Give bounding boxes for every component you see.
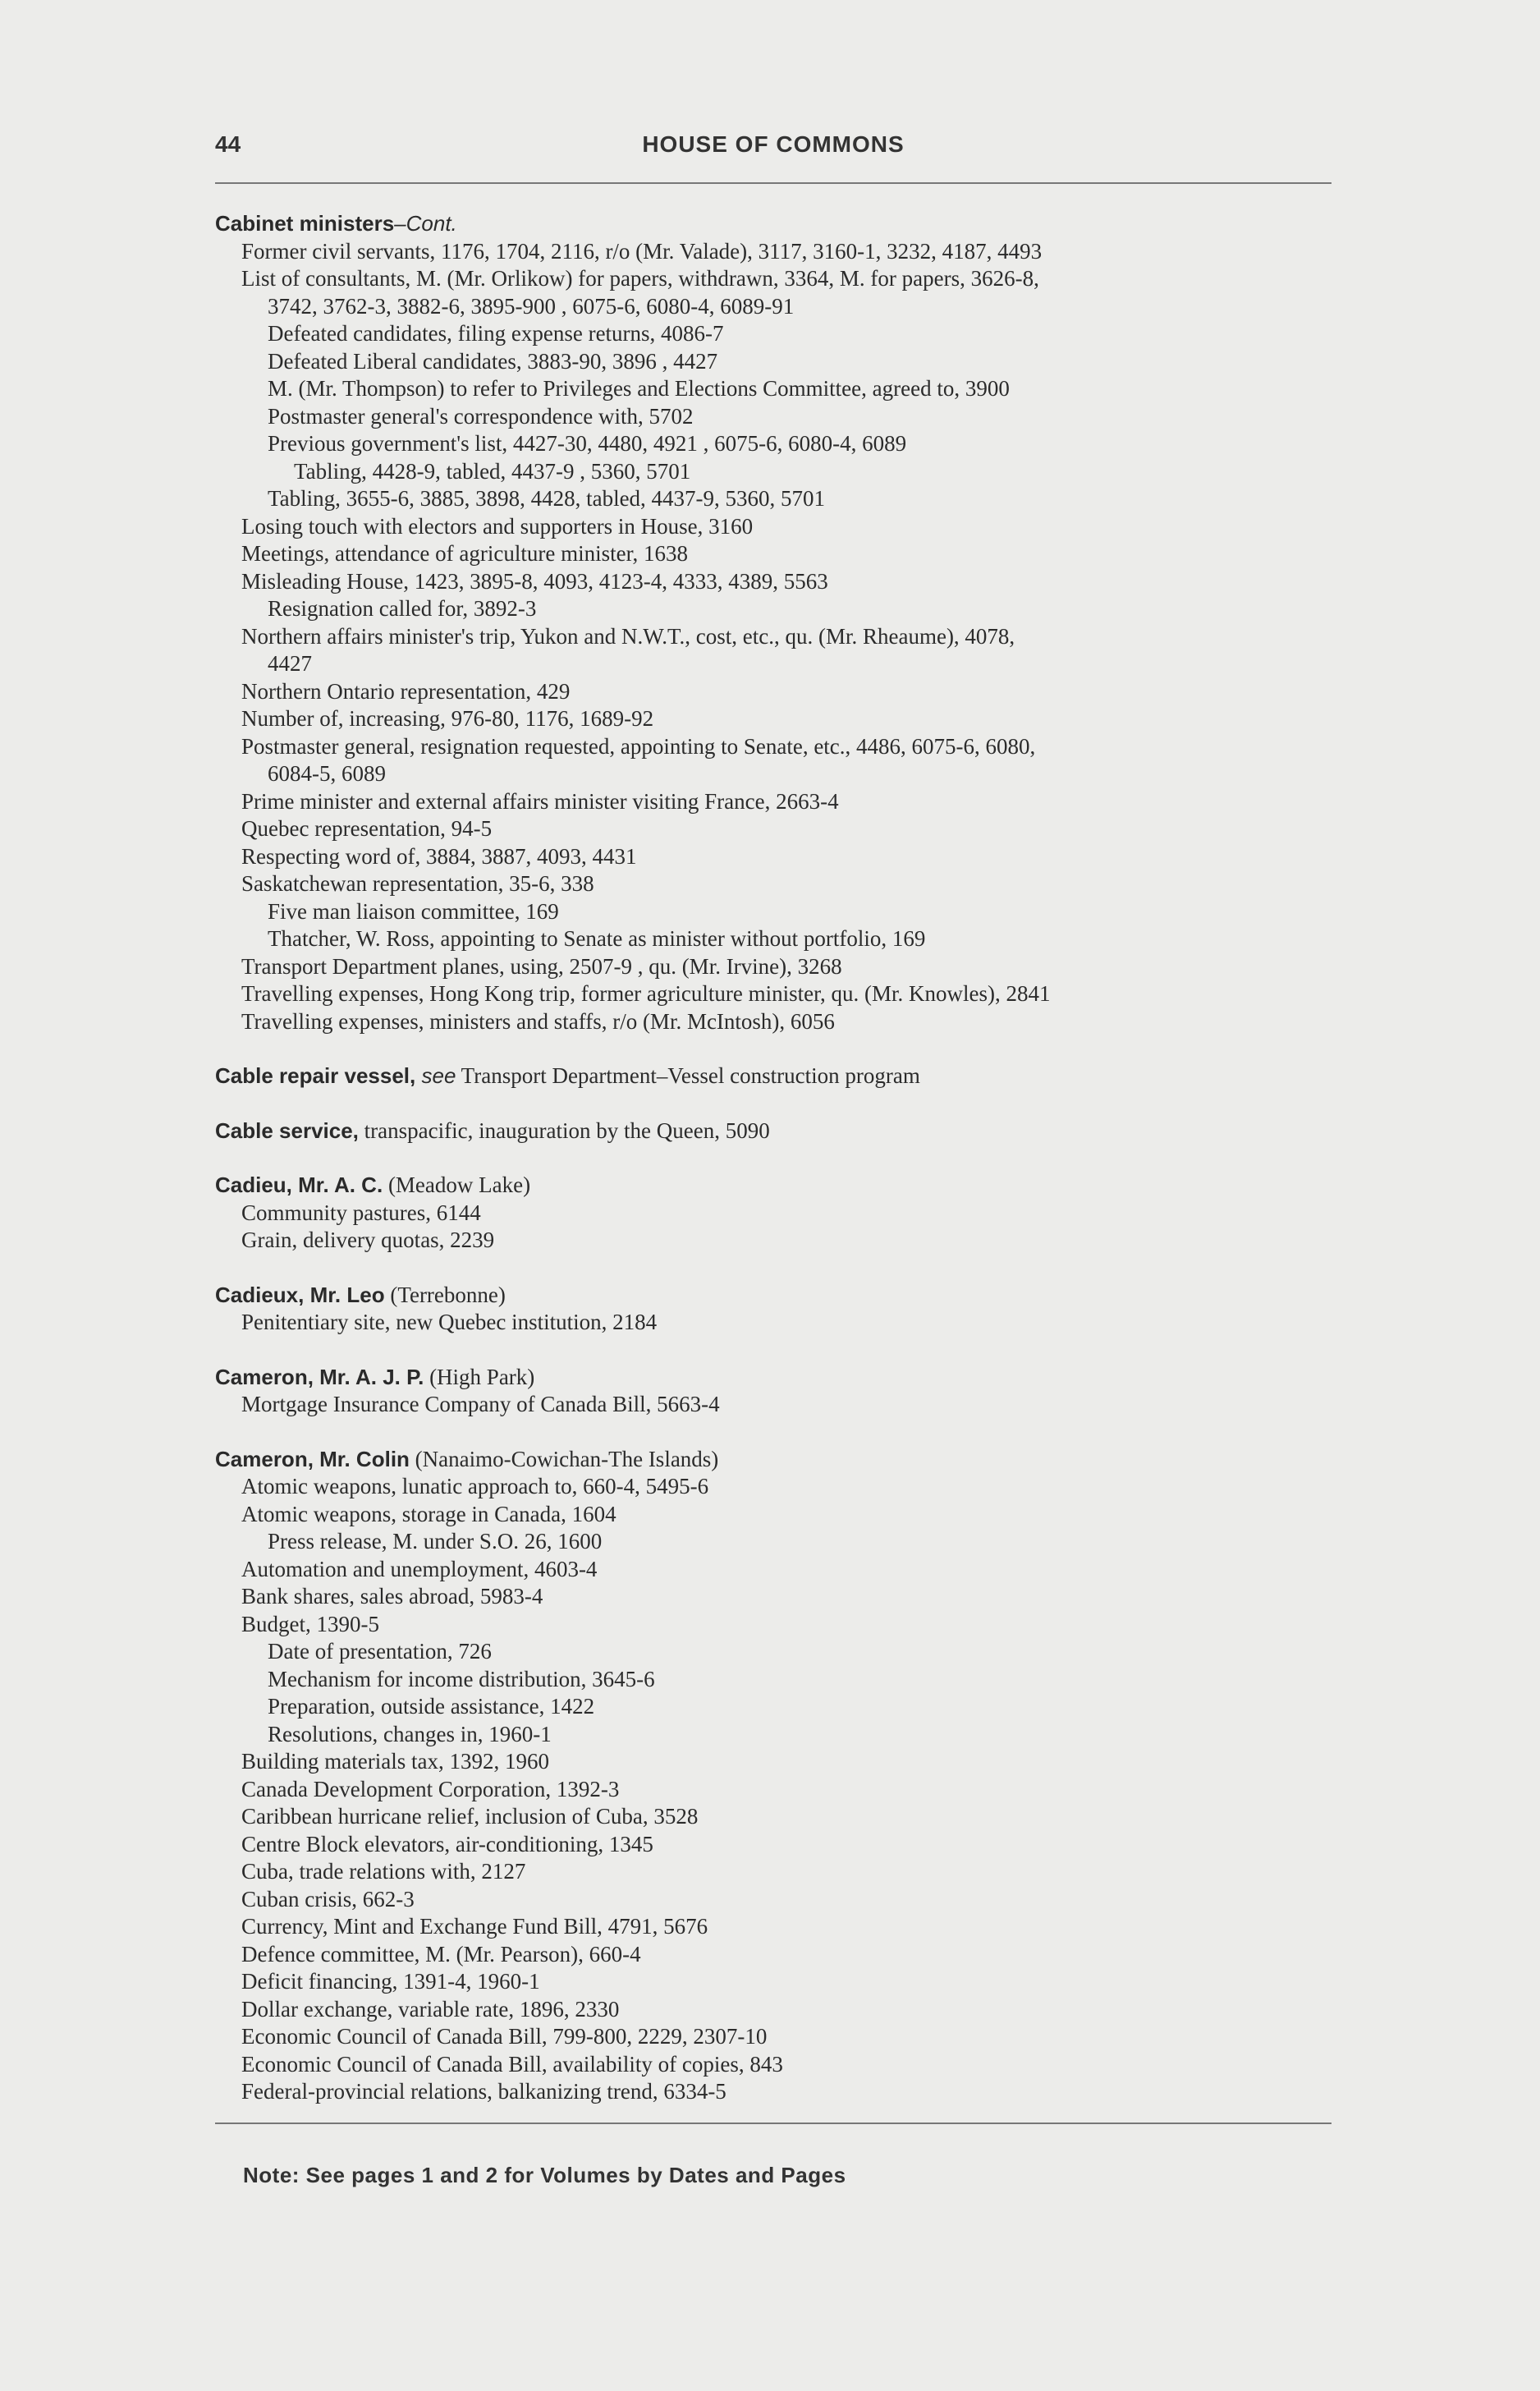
subentry-line: Tabling, 4428-9, tabled, 4437-9 , 5360, 5701 [294,458,691,484]
entry-heading-suffix: –Cont. [394,211,457,236]
subentry-line: Economic Council of Canada Bill, 799-800, 2229, 2307-10 [241,2024,768,2049]
entry-heading [215,1117,1331,1145]
running-head: HOUSE OF COMMONS [642,131,905,157]
footer-note: Note: See pages 1 and 2 for Volumes by Dates and Pages [243,2163,846,2187]
index-content [215,210,1331,2106]
subentry-line: Bank shares, sales abroad, 5983-4 [241,1584,543,1609]
subentry-line: Losing touch with electors and supporters in House, 3160 [241,513,754,539]
subentry-line: Postmaster general, resignation requested, appointing to Senate, etc., 4486, 6075-6, 6080, [241,733,1036,759]
entry-headword: Cadieux, Mr. Leo [215,1282,385,1307]
subentry-line: Resignation called for, 3892-3 [268,596,537,621]
subentry-line: Quebec representation, 94-5 [241,816,493,841]
subentry-line: Transport Department planes, using, 2507-9 , qu. (Mr. Irvine), 3268 [241,953,842,979]
entry-heading-suffix: see [415,1063,456,1088]
subentry-line: Travelling expenses, Hong Kong trip, former agriculture minister, qu. (Mr. Knowles), 2841 [241,981,1051,1006]
page-number: 44 [215,131,241,157]
header-rule [215,182,1331,184]
subentry-line: Grain, delivery quotas, 2239 [241,1228,495,1252]
subentry-line: Previous government's list, 4427-30, 4480, 4921 , 6075-6, 6080-4, 6089 [268,431,907,456]
subentry-line: Northern Ontario representation, 429 [241,678,571,704]
subentry-line: Economic Council of Canada Bill, availability of copies, 843 [241,2051,783,2077]
entry-heading-detail: (Terrebonne) [384,1282,506,1307]
subentry-line: Travelling expenses, ministers and staffs, r/o (Mr. McIntosh), 6056 [241,1008,835,1034]
index-entry [215,210,1331,1035]
subentry-line: Currency, Mint and Exchange Fund Bill, 4791, 5676 [241,1914,708,1939]
entry-heading-detail: transpacific, inauguration by the Queen, 5090 [358,1117,770,1143]
subentry-line: 3742, 3762-3, 3882-6, 3895-900 , 6075-6, 6080-4, 6089-91 [268,293,795,319]
subentry-line: Centre Block elevators, air-conditioning, 1345 [241,1831,653,1856]
subentry-line: Deficit financing, 1391-4, 1960-1 [241,1969,540,1994]
subentry-line: Number of, increasing, 976-80, 1176, 1689-92 [241,706,654,731]
subentry-line: Caribbean hurricane relief, inclusion of Cuba, 3528 [241,1804,699,1829]
subentry-line: Preparation, outside assistance, 1422 [268,1694,595,1719]
entry-heading [215,1282,1331,1310]
subentry-line: Cuban crisis, 662-3 [241,1886,415,1911]
subentry-line: Former civil servants, 1176, 1704, 2116, r/o (Mr. Valade), 3117, 3160-1, 3232, 4187, 4493 [241,238,1043,264]
subentry-line: Meetings, attendance of agriculture minister, 1638 [241,541,688,566]
page-header [215,131,1331,171]
subentry-line: Defeated Liberal candidates, 3883-90, 3896 , 4427 [268,348,718,374]
subentry-line: Thatcher, W. Ross, appointing to Senate as minister without portfolio, 169 [268,926,926,951]
subentry-line: Dollar exchange, variable rate, 1896, 2330 [241,1996,620,2022]
subentry-line: Date of presentation, 726 [268,1639,492,1664]
index-entry [215,1062,1331,1090]
entry-heading-detail: Transport Department–Vessel construction program [456,1063,920,1088]
index-entry [215,1282,1331,1337]
entry-heading [215,1172,1331,1200]
subentry-line: Defence committee, M. (Mr. Pearson), 660-4 [241,1941,641,1966]
entry-heading-detail: (Nanaimo-Cowichan-The Islands) [409,1446,719,1471]
subentry-line: Federal-provincial relations, balkanizing trend, 6334-5 [241,2079,726,2104]
subentry-line: Atomic weapons, storage in Canada, 1604 [241,1501,616,1526]
subentry-line: Canada Development Corporation, 1392-3 [241,1776,620,1801]
subentry-line: Penitentiary site, new Quebec institution, 2184 [241,1310,658,1334]
subentry-line: Tabling, 3655-6, 3885, 3898, 4428, tabled, 4437-9, 5360, 5701 [268,486,826,511]
subentry-line: Budget, 1390-5 [241,1611,379,1636]
subentry-line: 4427 [268,651,312,676]
subentry-line: Northern affairs minister's trip, Yukon and N.W.T., cost, etc., qu. (Mr. Rheaume), 4078, [241,623,1015,649]
entry-heading [215,1364,1331,1392]
entry-headword: Cabinet ministers [215,211,395,236]
subentry-line: M. (Mr. Thompson) to refer to Privileges and Elections Committee, agreed to, 3900 [268,376,1010,401]
subentry-line: Saskatchewan representation, 35-6, 338 [241,871,594,896]
subentry-line: Mortgage Insurance Company of Canada Bill, 5663-4 [241,1392,720,1416]
index-entry [215,1446,1331,2106]
entry-heading [215,1446,1331,1474]
entry-headword: Cadieu, Mr. A. C. [215,1173,383,1197]
entry-headword: Cameron, Mr. A. J. P. [215,1364,424,1389]
subentry-line: Mechanism for income distribution, 3645-6 [268,1666,655,1691]
entry-heading [215,1062,1331,1090]
index-entry [215,1364,1331,1419]
entry-headword: Cable repair vessel, [215,1063,416,1088]
index-entry [215,1172,1331,1255]
subentry-line: Building materials tax, 1392, 1960 [241,1749,549,1774]
footer-rule [215,2123,1331,2124]
entry-headword: Cable service, [215,1117,359,1143]
subentry-line: Five man liaison committee, 169 [268,898,559,924]
subentry-line: Postmaster general's correspondence with, 5702 [268,403,694,429]
subentry-line: Cuba, trade relations with, 2127 [241,1859,526,1884]
entry-heading-detail: (High Park) [424,1364,535,1389]
subentry-line: 6084-5, 6089 [268,761,386,786]
entry-heading [215,210,1331,238]
subentry-line: Misleading House, 1423, 3895-8, 4093, 4123-4, 4333, 4389, 5563 [241,568,828,594]
entry-headword: Cameron, Mr. Colin [215,1446,410,1471]
subentry-line: Resolutions, changes in, 1960-1 [268,1721,552,1746]
subentry-line: Community pastures, 6144 [241,1200,481,1225]
subentry-line: Prime minister and external affairs minister visiting France, 2663-4 [241,788,839,814]
subentry-line: Atomic weapons, lunatic approach to, 660-4, 5495-6 [241,1474,709,1498]
subentry-line: Automation and unemployment, 4603-4 [241,1556,598,1581]
subentry-line: Press release, M. under S.O. 26, 1600 [268,1529,603,1553]
subentry-line: Respecting word of, 3884, 3887, 4093, 4431 [241,843,637,869]
subentry-line: List of consultants, M. (Mr. Orlikow) for papers, withdrawn, 3364, M. for papers, 3626-8, [241,266,1039,291]
subentry-line: Defeated candidates, filing expense returns, 4086-7 [268,321,724,346]
entry-heading-detail: (Meadow Lake) [383,1173,531,1197]
index-entry [215,1117,1331,1145]
